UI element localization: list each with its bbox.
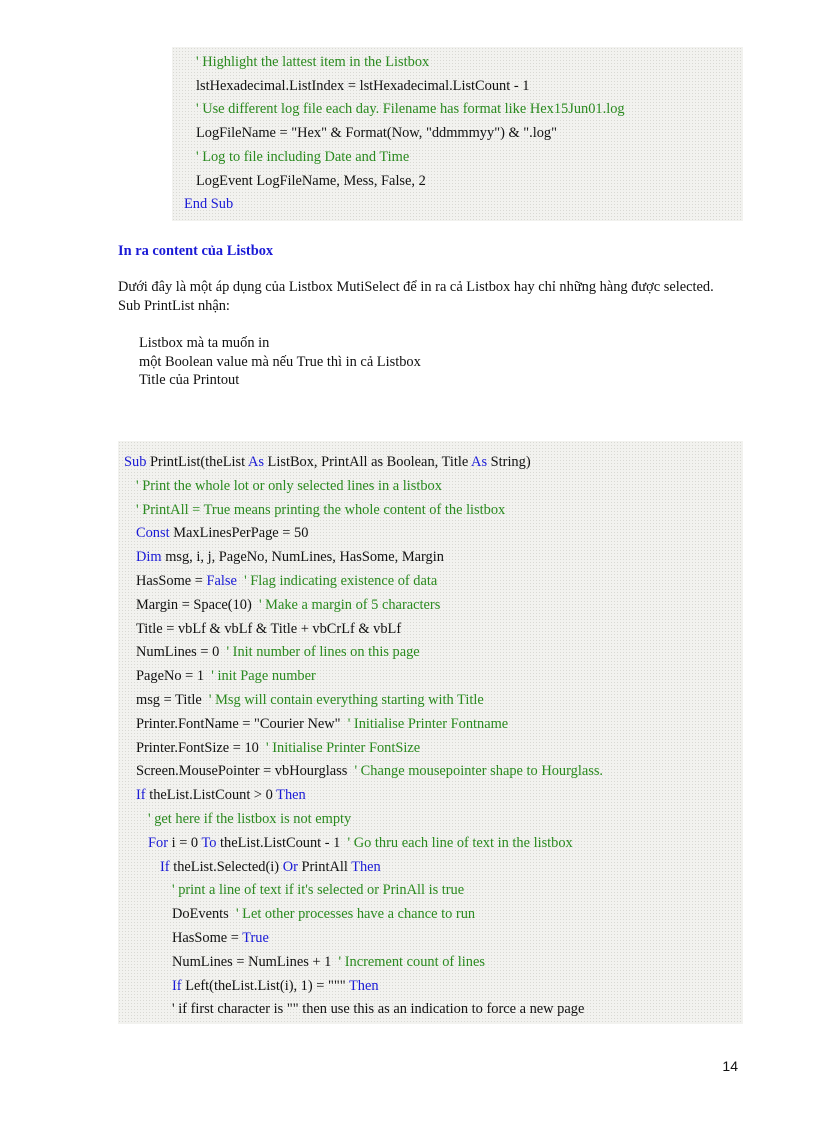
- code-text: msg, i, j, PageNo, NumLines, HasSome, Margin: [161, 549, 444, 566]
- code-line: [172, 880, 464, 900]
- code-keyword: If: [172, 977, 182, 994]
- parameter-list: [139, 334, 421, 390]
- section-heading: In ra content của Listbox: [118, 243, 274, 259]
- code-text: Printer.FontName = "Courier New": [136, 715, 341, 732]
- code-comment: ' Increment count of lines: [331, 953, 485, 970]
- code-text: HasSome =: [172, 930, 243, 946]
- code-comment: ' Use different log file each day. Filename has format like Hex15Jun01.log: [196, 101, 625, 118]
- code-line: [136, 571, 437, 591]
- intro-paragraph: Dưới đây là một áp dụng của Listbox MutiSelect để in ra cả Listbox hay chỉ những hàng được selected. Sub PrintList nhận:: [118, 279, 714, 314]
- code-line: [136, 595, 440, 615]
- code-comment: ' Log to file including Date and Time: [196, 148, 410, 165]
- code-line: [136, 547, 444, 567]
- code-line: [196, 171, 426, 191]
- code-line: [148, 809, 351, 829]
- code-comment: ' Change mousepointer shape to Hourglass.: [347, 763, 604, 780]
- code-comment: ' Let other processes have a chance to run: [228, 906, 476, 923]
- code-comment: ' Make a margin of 5 characters: [251, 596, 441, 613]
- code-comment: ' Msg will contain everything starting with Title: [201, 692, 484, 708]
- code-line: [136, 785, 306, 805]
- code-keyword: If: [136, 787, 146, 804]
- code-keyword: As: [471, 454, 488, 470]
- code-line: [172, 928, 269, 948]
- code-comment: ' print a line of text if it's selected or PrinAll is true: [172, 882, 465, 899]
- code-text: msg = Title: [136, 692, 202, 708]
- code-block-1: [172, 47, 743, 221]
- code-line: [136, 476, 442, 496]
- code-line: [136, 714, 508, 734]
- code-line: [160, 857, 381, 877]
- code-comment: ' Print the whole lot or only selected lines in a listbox: [136, 477, 442, 494]
- code-text: LogEvent LogFileName, Mess, False, 2: [196, 172, 426, 189]
- code-text: lstHexadecimal.ListIndex = lstHexadecimal.ListCount - 1: [196, 77, 530, 94]
- code-line: [172, 976, 379, 996]
- code-comment: ' Highlight the lattest item in the Listbox: [196, 54, 430, 70]
- code-comment: ' Initialise Printer Fontname: [340, 715, 509, 732]
- code-text: Title = vbLf & vbLf & Title + vbCrLf & vbLf: [136, 620, 402, 637]
- code-line: [136, 666, 316, 686]
- code-text: NumLines = NumLines + 1: [172, 953, 332, 970]
- code-comment: ' init Page number: [204, 668, 316, 685]
- code-keyword: False: [206, 573, 237, 589]
- code-text: theList.ListCount > 0: [145, 787, 277, 804]
- code-line: [196, 99, 625, 119]
- code-line: [172, 952, 485, 972]
- code-text: DoEvents: [172, 906, 229, 923]
- code-keyword: Or: [282, 858, 298, 875]
- code-line: [124, 452, 531, 472]
- code-line: [196, 76, 529, 96]
- code-keyword: Then: [276, 787, 306, 804]
- code-text: Screen.MousePointer = vbHourglass: [136, 763, 348, 780]
- code-line: [196, 123, 557, 143]
- code-text: i = 0: [168, 834, 202, 851]
- code-line: [136, 738, 420, 758]
- code-comment: ' Flag indicating existence of data: [236, 573, 438, 589]
- code-keyword: To: [201, 834, 217, 851]
- code-keyword: Then: [351, 858, 381, 875]
- code-comment: ' Initialise Printer FontSize: [258, 739, 421, 756]
- code-line: [172, 999, 584, 1019]
- code-text: Margin = Space(10): [136, 596, 252, 613]
- code-text: Left(theList.List(i), 1) = """: [181, 977, 349, 994]
- code-text: NumLines = 0: [136, 644, 220, 661]
- code-keyword: Then: [348, 977, 379, 994]
- code-text: HasSome =: [136, 573, 207, 589]
- code-text: String): [487, 454, 531, 470]
- code-keyword: End Sub: [184, 196, 234, 213]
- code-block-2: [118, 441, 743, 1024]
- code-text: ListBox, PrintAll as Boolean, Title: [263, 454, 472, 470]
- code-line: [136, 761, 603, 781]
- code-text: MaxLinesPerPage = 50: [169, 525, 309, 542]
- code-line: [196, 147, 409, 167]
- code-keyword: If: [160, 858, 170, 875]
- code-keyword: Sub: [124, 454, 147, 470]
- code-keyword: As: [247, 454, 264, 470]
- code-line: [172, 904, 475, 924]
- code-keyword: For: [148, 834, 168, 851]
- parameter-item: Title của Printout: [139, 372, 240, 388]
- code-line: [136, 690, 484, 710]
- parameter-item: một Boolean value mà nếu True thì in cả Listbox: [139, 353, 421, 370]
- code-text: Printer.FontSize = 10: [136, 739, 259, 756]
- code-line: [136, 500, 505, 520]
- code-keyword: Dim: [136, 549, 162, 566]
- code-comment: ' Go thru each line of text in the listbox: [340, 834, 573, 851]
- code-text: PageNo = 1: [136, 668, 205, 685]
- page-number: 14: [722, 1058, 738, 1074]
- parameter-item: Listbox mà ta muốn in: [139, 335, 270, 351]
- code-line: [196, 52, 429, 72]
- code-text: theList.ListCount - 1: [216, 834, 341, 851]
- code-comment: ' Init number of lines on this page: [219, 644, 420, 661]
- code-text: ' if first character is "" then use this as an indication to force a new page: [172, 1001, 585, 1018]
- code-line: [148, 833, 573, 853]
- code-line: [136, 619, 401, 639]
- code-comment: ' get here if the listbox is not empty: [148, 811, 352, 827]
- code-keyword: True: [242, 930, 269, 946]
- code-comment: ' PrintAll = True means printing the whole content of the listbox: [136, 501, 506, 518]
- code-keyword: Const: [136, 525, 170, 542]
- code-text: theList.Selected(i): [169, 858, 283, 875]
- code-line: [136, 523, 308, 543]
- code-line: [136, 642, 420, 662]
- code-text: LogFileName = "Hex" & Format(Now, "ddmmmyy") & ".log": [196, 125, 557, 142]
- code-text: PrintList(theList: [146, 454, 248, 470]
- code-line: [184, 194, 233, 214]
- code-text: PrintAll: [297, 858, 352, 875]
